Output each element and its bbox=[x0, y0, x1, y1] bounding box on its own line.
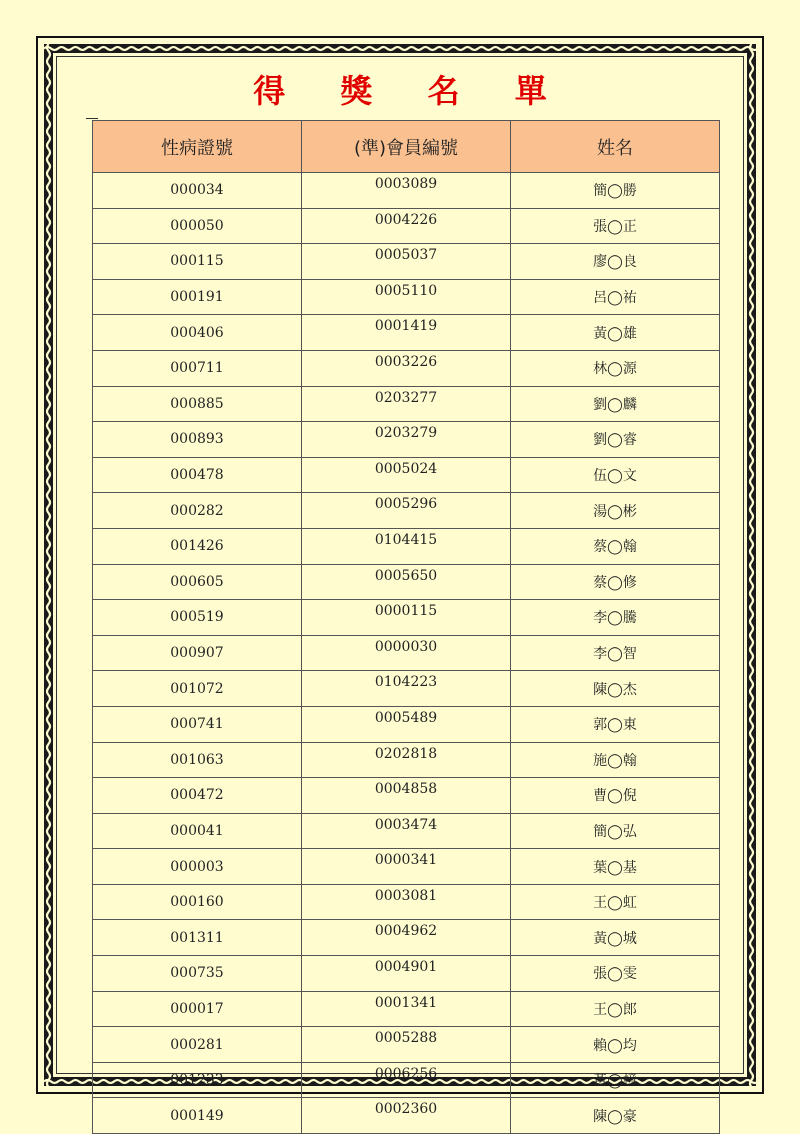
cert-number-cell: 000711 bbox=[93, 350, 302, 386]
table-row bbox=[93, 991, 720, 1027]
name-cell: 劉◯睿 bbox=[511, 422, 720, 458]
member-number-cell: 0003226 bbox=[302, 350, 511, 386]
member-number-cell: 0005650 bbox=[302, 564, 511, 600]
cert-number-cell: 000281 bbox=[93, 1027, 302, 1063]
table-row bbox=[93, 671, 720, 707]
member-number-cell: 0003089 bbox=[302, 173, 511, 209]
table-row bbox=[93, 1098, 720, 1134]
member-number-cell: 0004226 bbox=[302, 208, 511, 244]
member-number-cell: 0000341 bbox=[302, 849, 511, 885]
name-cell: 黃◯樟 bbox=[511, 1062, 720, 1098]
name-cell: 施◯翰 bbox=[511, 742, 720, 778]
name-cell: 葉◯基 bbox=[511, 849, 720, 885]
member-number-cell: 0003081 bbox=[302, 884, 511, 920]
member-number-cell: 0001341 bbox=[302, 991, 511, 1027]
member-number-cell: 0005037 bbox=[302, 244, 511, 280]
cert-number-cell: 000605 bbox=[93, 564, 302, 600]
name-cell: 張◯正 bbox=[511, 208, 720, 244]
member-number-cell: 0004858 bbox=[302, 778, 511, 814]
cert-number-cell: 000282 bbox=[93, 493, 302, 529]
member-number-cell: 0002360 bbox=[302, 1098, 511, 1134]
name-cell: 陳◯杰 bbox=[511, 671, 720, 707]
name-cell: 賴◯均 bbox=[511, 1027, 720, 1063]
table-row bbox=[93, 706, 720, 742]
table-row bbox=[93, 422, 720, 458]
member-number-cell: 0004901 bbox=[302, 956, 511, 992]
table-row bbox=[93, 208, 720, 244]
cert-number-cell: 001072 bbox=[93, 671, 302, 707]
member-number-cell: 0203277 bbox=[302, 386, 511, 422]
table-row bbox=[93, 849, 720, 885]
cert-number-cell: 001426 bbox=[93, 528, 302, 564]
cert-number-cell: 000149 bbox=[93, 1098, 302, 1134]
table-header-row bbox=[93, 121, 720, 173]
cert-number-cell: 000478 bbox=[93, 457, 302, 493]
cert-number-cell: 000041 bbox=[93, 813, 302, 849]
cert-number-cell: 000017 bbox=[93, 991, 302, 1027]
member-number-cell: 0005110 bbox=[302, 279, 511, 315]
table-row bbox=[93, 457, 720, 493]
name-cell: 蔡◯修 bbox=[511, 564, 720, 600]
table-row bbox=[93, 813, 720, 849]
cert-number-cell: 000885 bbox=[93, 386, 302, 422]
table-row bbox=[93, 778, 720, 814]
member-number-cell: 0005489 bbox=[302, 706, 511, 742]
cert-number-cell: 000893 bbox=[93, 422, 302, 458]
member-number-cell: 0104223 bbox=[302, 671, 511, 707]
member-number-cell: 0005288 bbox=[302, 1027, 511, 1063]
member-number-cell: 0000030 bbox=[302, 635, 511, 671]
cert-number-cell: 000003 bbox=[93, 849, 302, 885]
table-row bbox=[93, 1027, 720, 1063]
table-row bbox=[93, 600, 720, 636]
member-number-cell: 0004962 bbox=[302, 920, 511, 956]
name-cell: 陳◯豪 bbox=[511, 1098, 720, 1134]
table-row bbox=[93, 528, 720, 564]
cert-number-cell: 000115 bbox=[93, 244, 302, 280]
name-cell: 李◯智 bbox=[511, 635, 720, 671]
divider bbox=[86, 118, 98, 119]
cert-number-cell: 000907 bbox=[93, 635, 302, 671]
cert-number-cell: 000741 bbox=[93, 706, 302, 742]
name-cell: 林◯源 bbox=[511, 350, 720, 386]
table-row bbox=[93, 279, 720, 315]
name-cell: 郭◯東 bbox=[511, 706, 720, 742]
cert-number-cell: 000160 bbox=[93, 884, 302, 920]
cert-number-cell: 000406 bbox=[93, 315, 302, 351]
name-cell: 呂◯祐 bbox=[511, 279, 720, 315]
member-number-cell: 0006256 bbox=[302, 1062, 511, 1098]
member-number-cell: 0000115 bbox=[302, 600, 511, 636]
name-cell: 李◯騰 bbox=[511, 600, 720, 636]
table-row bbox=[93, 244, 720, 280]
member-number-cell: 0003474 bbox=[302, 813, 511, 849]
table-row bbox=[93, 920, 720, 956]
name-cell: 曹◯倪 bbox=[511, 778, 720, 814]
cert-number-cell: 000191 bbox=[93, 279, 302, 315]
header-cert-number: 性病證號 bbox=[93, 121, 302, 173]
name-cell: 蔡◯翰 bbox=[511, 528, 720, 564]
member-number-cell: 0203279 bbox=[302, 422, 511, 458]
name-cell: 簡◯弘 bbox=[511, 813, 720, 849]
name-cell: 簡◯勝 bbox=[511, 173, 720, 209]
name-cell: 劉◯麟 bbox=[511, 386, 720, 422]
name-cell: 廖◯良 bbox=[511, 244, 720, 280]
table-row bbox=[93, 956, 720, 992]
name-cell: 黃◯雄 bbox=[511, 315, 720, 351]
name-cell: 王◯郎 bbox=[511, 991, 720, 1027]
cert-number-cell: 001311 bbox=[93, 920, 302, 956]
cert-number-cell: 000519 bbox=[93, 600, 302, 636]
table-row bbox=[93, 350, 720, 386]
header-name: 姓名 bbox=[511, 121, 720, 173]
table-row bbox=[93, 493, 720, 529]
table-row bbox=[93, 173, 720, 209]
name-cell: 黃◯城 bbox=[511, 920, 720, 956]
name-cell: 王◯虹 bbox=[511, 884, 720, 920]
name-cell: 湯◯彬 bbox=[511, 493, 720, 529]
member-number-cell: 0005296 bbox=[302, 493, 511, 529]
table-row bbox=[93, 635, 720, 671]
cert-number-cell: 000735 bbox=[93, 956, 302, 992]
table-row bbox=[93, 564, 720, 600]
page-title: 得 獎 名 單 bbox=[253, 72, 569, 110]
cert-number-cell: 001233 bbox=[93, 1062, 302, 1098]
cert-number-cell: 000050 bbox=[93, 208, 302, 244]
table-row bbox=[93, 742, 720, 778]
table-row bbox=[93, 386, 720, 422]
table-body bbox=[93, 173, 720, 1134]
member-number-cell: 0104415 bbox=[302, 528, 511, 564]
cert-number-cell: 001063 bbox=[93, 742, 302, 778]
name-cell: 張◯雯 bbox=[511, 956, 720, 992]
member-number-cell: 0001419 bbox=[302, 315, 511, 351]
member-number-cell: 0202818 bbox=[302, 742, 511, 778]
table-row bbox=[93, 315, 720, 351]
winners-table bbox=[92, 120, 720, 1134]
cert-number-cell: 000034 bbox=[93, 173, 302, 209]
table-row bbox=[93, 1062, 720, 1098]
name-cell: 伍◯文 bbox=[511, 457, 720, 493]
header-member-number: (準)會員編號 bbox=[302, 121, 511, 173]
member-number-cell: 0005024 bbox=[302, 457, 511, 493]
table-row bbox=[93, 884, 720, 920]
cert-number-cell: 000472 bbox=[93, 778, 302, 814]
